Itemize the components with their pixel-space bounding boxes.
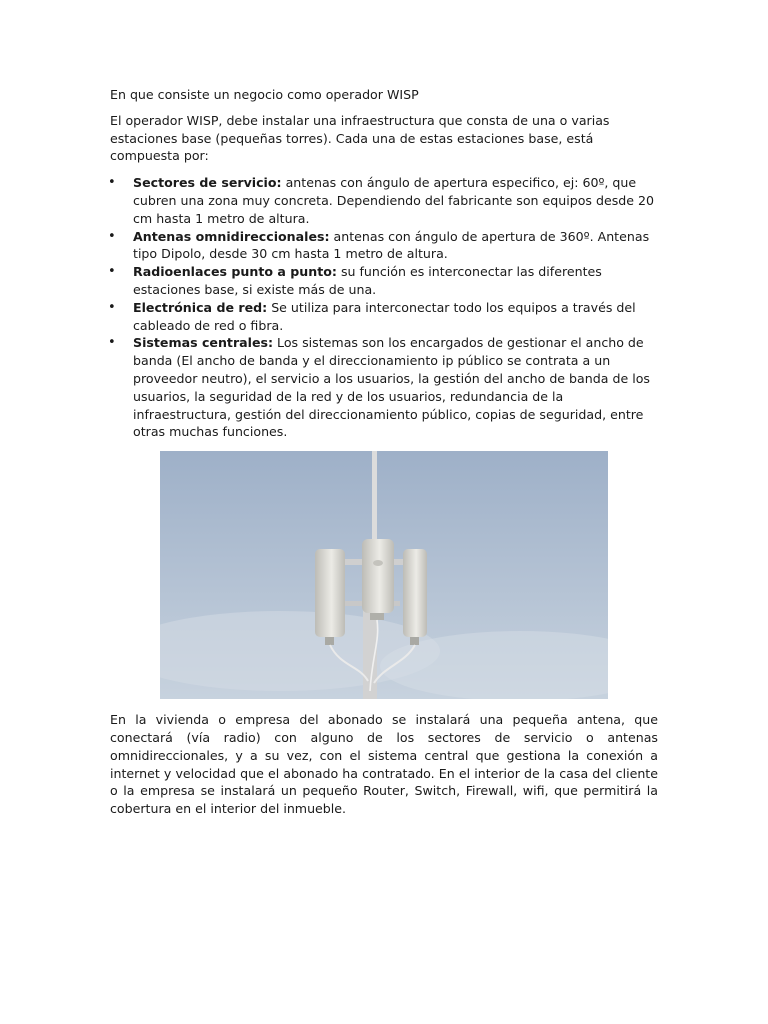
bullet-icon: • xyxy=(108,175,116,191)
sector-antenna-left xyxy=(315,549,345,645)
list-item-text: antenas con ángulo de apertura de 360º. Antenas tipo Dipolo, desde 30 cm hasta 1 metro de altura. xyxy=(133,228,650,262)
sector-antenna-right xyxy=(403,549,427,645)
list-item-term: Sistemas centrales: xyxy=(133,335,274,351)
bullet-icon: • xyxy=(108,299,116,315)
bullet-icon: • xyxy=(108,264,116,280)
closing-paragraph: En la vivienda o empresa del abonado se instalará una pequeña antena, que conectará (vía radio) con alguno de los sectores de servicio o antenas omnidireccionales, y a su vez, con el sistema central que gestiona la conexión a internet y velocidad que el abonado ha contratado. En el interior de la casa del cliente o la empresa se instalará un pequeño Router, Switch, Firewall, wifi, que permitirá la cobertura en el interior del inmueble. xyxy=(110,712,658,817)
mast-whip xyxy=(372,451,377,551)
antenna-tower-illustration xyxy=(160,451,608,699)
bullet-icon: • xyxy=(108,228,116,244)
list-item-text: Los sistemas son los encargados de gestionar el ancho de banda (El ancho de banda y el direccionamiento ip público se contrata a un proveedor neutro), el servicio a los usuarios, la gestión del ancho de banda de los usuarios, la seguridad de la red y de los usuarios, redundancia de la infraestructura, gestión del direccionamiento público, copias de seguridad, entre otras muchas funciones. xyxy=(133,335,650,440)
list-item-text: Se utiliza para interconectar todo los equipos a través del cableado de red o fibra. xyxy=(133,299,636,333)
list-item-term: Sectores de servicio: xyxy=(133,175,282,191)
list-item-term: Radioenlaces punto a punto: xyxy=(133,264,337,280)
list-item xyxy=(110,334,658,441)
list-item-term: Antenas omnidireccionales: xyxy=(133,228,330,244)
list-item-text: su función es interconectar las diferentes estaciones base, si existe más de una. xyxy=(133,264,602,297)
list-item xyxy=(110,174,658,227)
base-station-photo xyxy=(160,451,608,699)
list-item xyxy=(110,228,658,264)
list-item xyxy=(110,299,658,335)
component-list xyxy=(110,174,658,441)
intro-paragraph: El operador WISP, debe instalar una infraestructura que consta de una o varias estaciones base (pequeñas torres). Cada una de estas estaciones base, está compuesta por: xyxy=(110,112,610,164)
list-item-term: Electrónica de red: xyxy=(133,299,268,315)
bullet-icon: • xyxy=(108,335,116,351)
sector-antenna-center xyxy=(362,539,394,620)
document-page xyxy=(110,86,658,818)
document-title: En que consiste un negocio como operador WISP xyxy=(110,87,419,102)
list-item xyxy=(110,263,658,299)
list-item-text: antenas con ángulo de apertura especifico, ej: 60º, que cubren una zona muy concreta. Dependiendo del fabricante son equipos desde 20 cm hasta 1 metro de altura. xyxy=(133,175,655,226)
